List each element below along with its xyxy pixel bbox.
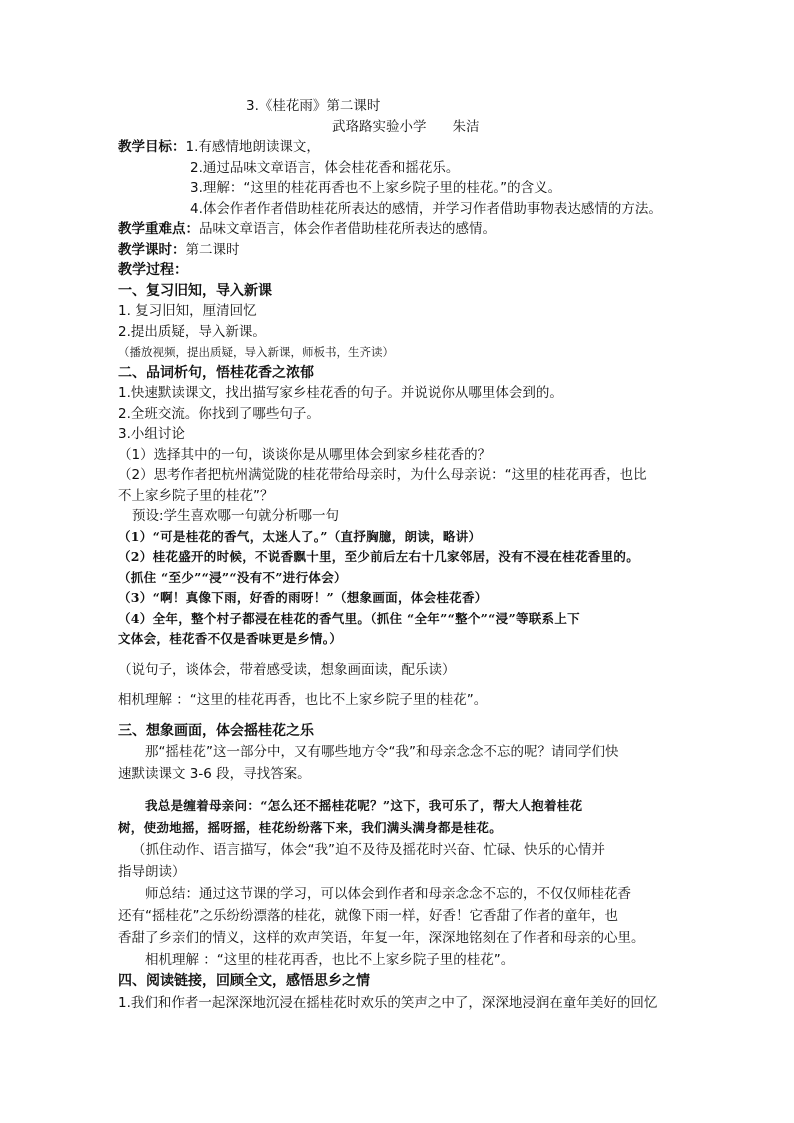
objective-item: 1.有感情地朗读课文， — [185, 139, 320, 155]
document-page — [118, 96, 678, 1014]
sentence-cont: （抓住 “至少”“浸”“没有不”进行体会） — [118, 569, 347, 585]
list-item: 2.提出质疑，导入新课。 — [118, 323, 266, 340]
section-heading: 一、复习旧知，导入新课 — [118, 282, 272, 299]
preset-note: 预设:学生喜欢哪一句就分析哪一句 — [132, 508, 340, 524]
objective-item: 3.理解：“这里的桂花再香也不上家乡院子里的桂花。”的含义。 — [190, 180, 562, 196]
list-item: 2.全班交流。你找到了哪些句子。 — [118, 405, 320, 422]
teacher-summary-cont: 香甜了乡亲们的情义，这样的欢声笑语，年复一年，深深地铭刻在了作者和母亲的心里。 — [118, 930, 645, 946]
section-heading: 四、阅读链接，回顾全文，感悟思乡之情 — [118, 973, 370, 989]
understand-line: 相机理解 ：“这里的桂花再香，也比不上家乡院子里的桂花”。 — [118, 692, 488, 708]
sentence: （4）全年，整个村子都浸在桂花的香气里。（抓住 “全年”“整个”“浸”等联系上下 — [118, 610, 580, 626]
lesson-period — [118, 240, 678, 261]
paragraph-cont: 指导朗读） — [118, 864, 186, 880]
key-points-text: 品味文章语言，体会作者借助桂花所表达的感情。 — [199, 221, 496, 237]
activity-summary: （说句子，谈体会，带着感受读，想象画面读，配乐读） — [118, 661, 456, 678]
list-item: 1. 复习旧知，厘清回忆 — [118, 303, 257, 319]
paragraph: （抓住动作、语言描写，体会“我”迫不及待及摇花时兴奋、忙碌、快乐的心情并 — [132, 842, 605, 858]
question-cont: 不上家乡院子里的桂花”？ — [118, 487, 274, 504]
section-heading: 三、想象画面，体会摇桂花之乐 — [118, 722, 314, 739]
activity-note: （播放视频，提出质疑，导入新课，师板书，生齐读） — [118, 345, 394, 359]
list-item: 3.小组讨论 — [118, 426, 185, 442]
period-label: 教学课时： — [118, 241, 186, 258]
objective-item: 4.体会作者作者借助桂花所表达的感情，并学习作者借助事物表达感情的方法。 — [190, 200, 662, 217]
process-label: 教学过程： — [118, 262, 188, 278]
sentence-cont: 文体会，桂花香不仅是香味更是乡情。） — [118, 631, 343, 646]
teacher-name: 朱洁 — [452, 118, 480, 135]
objective-item: 2.通过品味文章语言，体会桂花香和摇花乐。 — [190, 159, 460, 176]
question: （2）思考作者把杭州满觉陇的桂花带给母亲时，为什么母亲说：“这里的桂花再香，也比 — [118, 467, 647, 483]
paragraph-cont: 速默读课文 3-6 段，寻找答案。 — [118, 766, 311, 782]
sentence: （1）“可是桂花的香气，太迷人了。”（直抒胸臆，朗读，略讲） — [118, 528, 482, 544]
lesson-title: 3.《桂花雨》第二课时 — [246, 98, 381, 114]
sentence: （3）“啊！真像下雨，好香的雨呀！”（想象画面，体会桂花香） — [118, 590, 488, 605]
section-heading: 二、品词析句，悟桂花香之浓郁 — [118, 364, 314, 381]
author-line — [118, 117, 678, 138]
text-quote: 我总是缠着母亲问：“怎么还不摇桂花呢？”这下，我可乐了，帮大人抱着桂花 — [145, 798, 583, 813]
question: （1）选择其中的一句，谈谈你是从哪里体会到家乡桂花香的？ — [118, 446, 492, 463]
teacher-summary-cont: 还有“摇桂花”之乐纷纷漂落的桂花，就像下雨一样，好香！它香甜了作者的童年，也 — [118, 908, 618, 924]
list-item: 1.快速默读课文，找出描写家乡桂花香的句子。并说说你从哪里体会到的。 — [118, 385, 563, 401]
understand-line: 相机理解 ：“这里的桂花再香，也比不上家乡院子里的桂花”。 — [145, 952, 515, 968]
school-name: 武珞路实验小学 — [332, 118, 427, 135]
teacher-summary: 师总结：通过这节课的学习，可以体会到作者和母亲念念不忘的，不仅仅师桂花香 — [145, 886, 631, 902]
paragraph: 那“摇桂花”这一部分中，又有哪些地方令“我”和母亲念念不忘的呢？请同学们快 — [145, 744, 619, 760]
sentence: （2）桂花盛开的时候，不说香飘十里，至少前后左右十几家邻居，没有不浸在桂花香里的。 — [118, 549, 639, 564]
paragraph: 1.我们和作者一起深深地沉浸在摇桂花时欢乐的笑声之中了，深深地浸润在童年美好的回忆 — [118, 994, 658, 1011]
objectives-label: 教学目标： — [118, 139, 186, 155]
key-points-label: 教学重难点： — [118, 221, 199, 237]
key-points — [118, 219, 678, 240]
period-text: 第二课时 — [185, 241, 240, 258]
objectives-first — [118, 137, 678, 158]
text-quote-cont: 树，使劲地摇，摇呀摇，桂花纷纷落下来，我们满头满身都是桂花。 — [118, 820, 503, 835]
